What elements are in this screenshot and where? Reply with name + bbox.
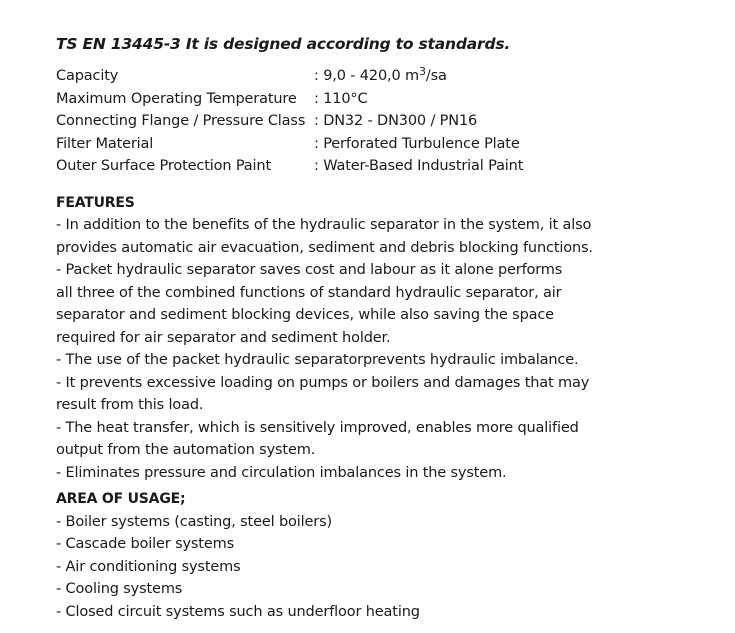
product-spec-document (56, 33, 716, 623)
spec-row-max-temperature (56, 88, 716, 111)
features-section (56, 192, 716, 485)
usage-title: AREA OF USAGE; (56, 491, 186, 507)
spec-value: : Perforated Turbulence Plate (314, 135, 520, 152)
spec-value: : 110°C (314, 90, 368, 107)
spec-row-capacity (56, 65, 716, 88)
feature-line: - In addition to the benefits of the hydraulic separator in the system, it also (56, 217, 592, 233)
feature-line: - Packet hydraulic separator saves cost and labour as it alone performs (56, 262, 563, 278)
feature-line: all three of the combined functions of standard hydraulic separator, air (56, 284, 562, 301)
usage-item: - Air conditioning systems (56, 558, 241, 575)
feature-line: provides automatic air evacuation, sediment and debris blocking functions. (56, 239, 593, 256)
spec-label: Connecting Flange / Pressure Class (56, 113, 306, 129)
spec-row-flange-pressure (56, 110, 716, 133)
usage-item: - Cooling systems (56, 581, 183, 597)
feature-line: - The use of the packet hydraulic separatorprevents hydraulic imbalance. (56, 352, 579, 368)
spec-label: Maximum Operating Temperature (56, 90, 297, 107)
feature-line: output from the automation system. (56, 442, 316, 458)
spec-label: Outer Surface Protection Paint (56, 158, 271, 174)
feature-line: - The heat transfer, which is sensitively improved, enables more qualified (56, 419, 579, 436)
capacity-value-unit: /sa (425, 68, 447, 84)
spec-value: : DN32 - DN300 / PN16 (314, 113, 478, 129)
spec-value: : Water-Based Industrial Paint (314, 158, 524, 174)
feature-line: result from this load. (56, 397, 204, 413)
usage-section (56, 488, 716, 623)
usage-item: - Closed circuit systems such as underfloor heating (56, 603, 420, 620)
usage-item: - Boiler systems (casting, steel boilers) (56, 513, 332, 530)
spec-row-filter-material (56, 133, 716, 156)
feature-line: required for air separator and sediment holder. (56, 329, 391, 346)
spec-value (314, 65, 447, 88)
spec-label: Capacity (56, 68, 119, 84)
feature-line: - Eliminates pressure and circulation imbalances in the system. (56, 464, 507, 481)
standard-heading: TS EN 13445-3 It is designed according to standards. (56, 35, 511, 53)
feature-line: - It prevents excessive loading on pumps or boilers and damages that may (56, 374, 590, 391)
usage-item: - Cascade boiler systems (56, 536, 234, 552)
spec-label: Filter Material (56, 135, 154, 152)
spec-row-paint (56, 155, 716, 178)
capacity-value-superscript: 3 (419, 65, 426, 78)
feature-line: separator and sediment blocking devices, while also saving the space (56, 307, 554, 323)
features-title: FEATURES (56, 194, 135, 211)
spec-table (56, 65, 716, 178)
capacity-value-main: : 9,0 - 420,0 m (314, 68, 419, 84)
